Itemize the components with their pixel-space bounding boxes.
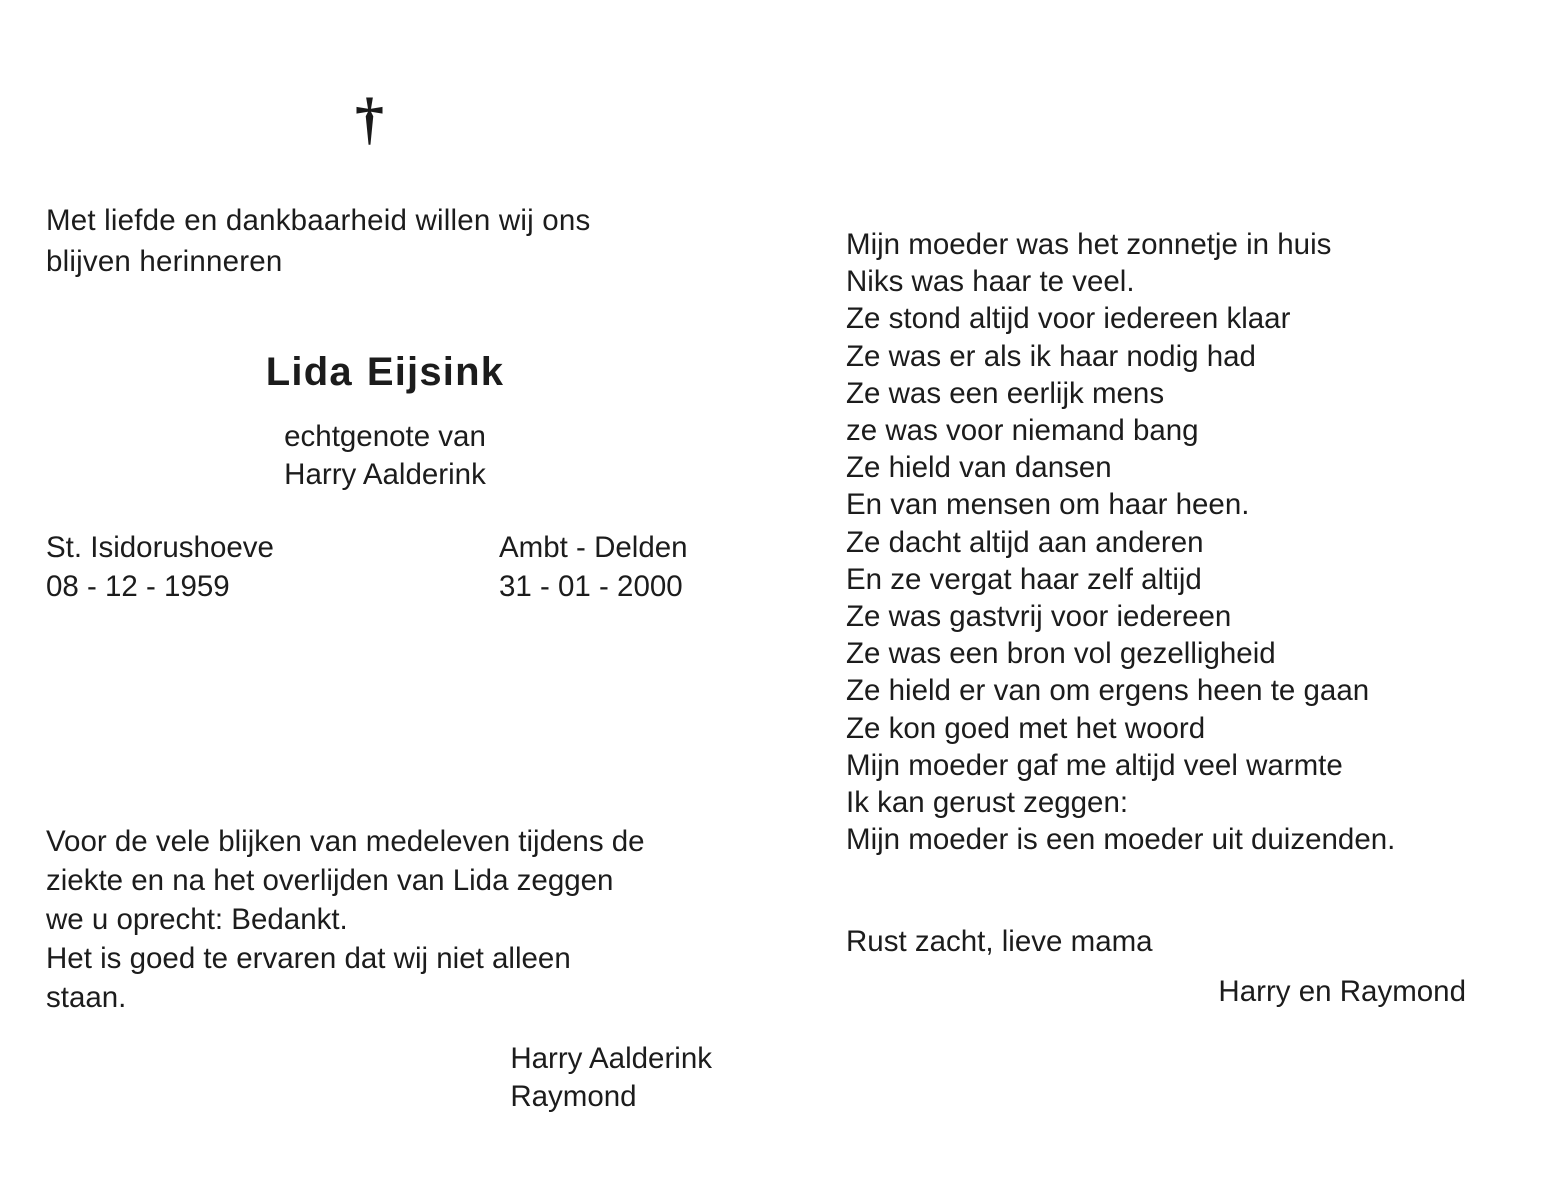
thanks-line-4: Het is goed te ervaren dat wij niet alleen [46,942,571,975]
thanks-line-2: ziekte en na het overlijden van Lida zeggen [46,864,614,897]
poem-line-8: En van mensen om haar heen. [846,488,1250,522]
poem-line-1: Mijn moeder was het zonnetje in huis [846,228,1332,261]
poem-line-3: Ze stond altijd voor iedereen klaar [846,302,1291,336]
death-date: 31 - 01 - 2000 [499,570,683,603]
poem-line-10: En ze vergat haar zelf altijd [846,562,1202,596]
poem-line-9: Ze dacht altijd aan anderen [846,525,1204,559]
poem-line-5: Ze was een eerlijk mens [846,376,1165,410]
right-signature: Harry en Raymond [1218,975,1466,1008]
poem-line-2: Niks was haar te veel. [846,265,1135,299]
deceased-name [0,350,770,395]
poem-line-7: Ze hield van dansen [846,451,1112,485]
poem-line-16: Ik kan gerust zeggen: [846,786,1129,820]
cross-icon: † [355,86,384,151]
deceased-last-name: Eijsink [366,350,505,394]
poem-line-12: Ze was een bron vol gezelligheid [846,637,1276,671]
farewell-text: Rust zacht, lieve mama [846,925,1153,958]
left-signature-block [510,1040,712,1116]
intro-text [46,200,714,282]
life-dates [46,528,714,606]
death-place: Ambt - Delden [499,531,688,564]
spouse-label: echtgenote van [284,420,486,453]
intro-line-2: blijven herinneren [46,245,283,278]
left-signature-line-1: Harry Aalderink [510,1042,712,1075]
right-page [790,0,1553,1200]
poem-line-11: Ze was gastvrij voor iedereen [846,600,1232,634]
deceased-first-name: Lida [265,350,353,394]
intro-line-1: Met liefde en dankbaarheid willen wij ons [46,204,591,237]
poem-line-15: Mijn moeder gaf me altijd veel warmte [846,748,1343,782]
dates-row [46,567,714,606]
thanks-text [46,822,714,1017]
thanks-line-5: staan. [46,981,127,1014]
birth-date: 08 - 12 - 1959 [46,570,230,603]
spouse-block [0,418,770,494]
left-signature-line-2: Raymond [510,1080,637,1113]
spouse-name: Harry Aalderink [284,458,486,491]
poem [846,226,1395,858]
poem-line-13: Ze hield er van om ergens heen te gaan [846,674,1370,708]
thanks-line-1: Voor de vele blijken van medeleven tijdens de [46,825,645,858]
birth-place: St. Isidorushoeve [46,531,274,564]
thanks-line-3: we u oprecht: Bedankt. [46,903,348,936]
poem-line-4: Ze was er als ik haar nodig had [846,339,1256,373]
poem-line-17: Mijn moeder is een moeder uit duizenden. [846,823,1396,857]
places-row [46,528,714,567]
poem-line-14: Ze kon goed met het woord [846,711,1206,745]
poem-line-6: ze was voor niemand bang [846,414,1199,448]
left-signature [0,1040,712,1116]
